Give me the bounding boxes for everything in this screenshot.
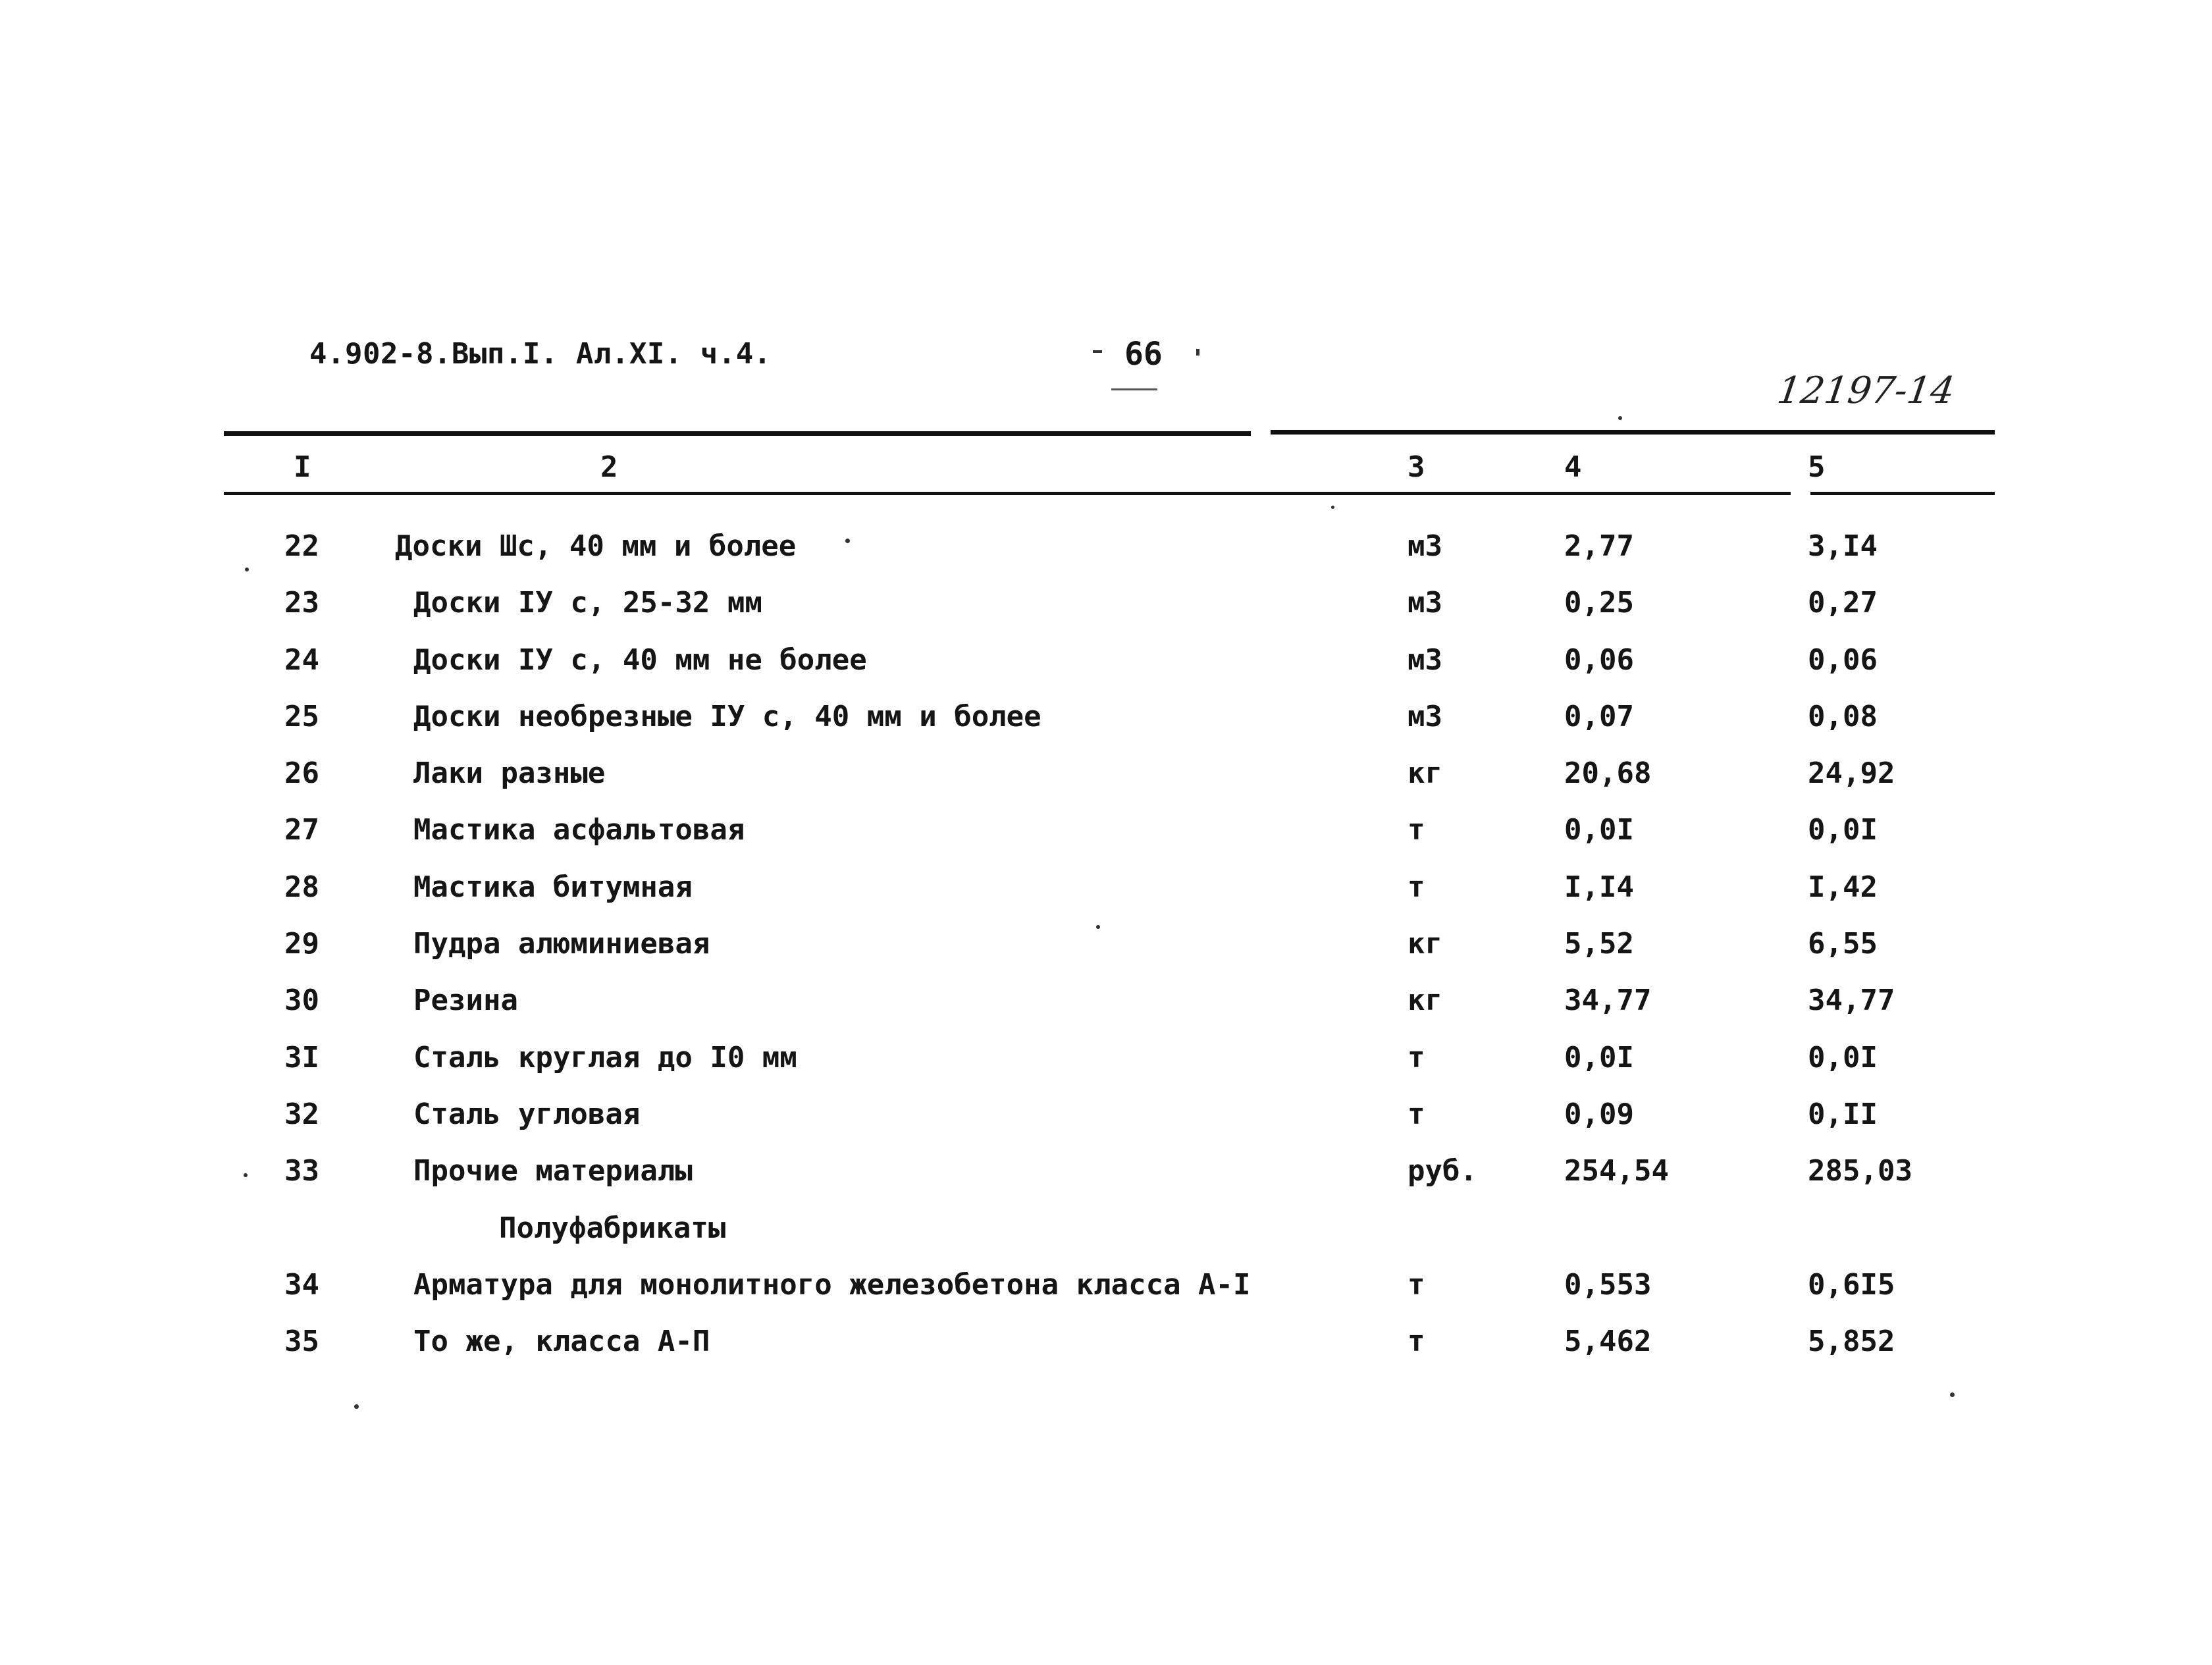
table-row: [0, 1097, 2212, 1157]
handwritten-code: 12197-14: [1774, 369, 1957, 412]
row-number: 28: [284, 870, 319, 904]
table-row: [0, 1327, 2212, 1384]
value-col-5: 0,0I: [1808, 1040, 1878, 1074]
unit: т: [1408, 870, 1425, 904]
section-heading-row: [0, 1211, 2212, 1271]
page-number-right-mark: [1196, 349, 1199, 356]
value-col-4: 5,52: [1564, 927, 1634, 961]
table-row: [0, 643, 2212, 702]
scan-speck: [354, 1404, 359, 1409]
material-name: Резина: [413, 984, 518, 1018]
page-number: 66: [1124, 336, 1163, 373]
unit: т: [1408, 1267, 1425, 1302]
scan-speck: [845, 539, 850, 543]
value-col-4: 20,68: [1564, 756, 1652, 791]
row-number: 29: [284, 927, 319, 961]
value-col-5: 0,27: [1808, 586, 1878, 620]
value-col-5: 6,55: [1808, 927, 1878, 961]
row-number: 23: [284, 586, 319, 620]
row-number: 30: [284, 984, 319, 1018]
value-col-4: 2,77: [1564, 529, 1634, 563]
value-col-4: 254,54: [1564, 1154, 1669, 1188]
material-name: Мастика асфальтовая: [413, 813, 745, 847]
table-row: [0, 1154, 2212, 1213]
table-row: [0, 813, 2212, 872]
row-number: 32: [284, 1097, 319, 1131]
scan-speck: [244, 1173, 248, 1177]
material-name: Пудра алюминиевая: [413, 927, 710, 961]
value-col-5: 0,06: [1808, 643, 1878, 677]
column-header-3: 3: [1408, 450, 1425, 484]
value-col-5: 0,6I5: [1808, 1267, 1895, 1302]
row-number: 33: [284, 1154, 319, 1188]
value-col-4: 0,06: [1564, 643, 1634, 677]
scan-speck: [1331, 506, 1334, 509]
value-col-5: 285,03: [1808, 1154, 1912, 1188]
scan-speck: [1096, 925, 1100, 929]
table-row: [0, 870, 2212, 930]
material-name: Сталь круглая до I0 мм: [413, 1040, 797, 1074]
value-col-4: 0,25: [1564, 586, 1634, 620]
unit: м3: [1408, 586, 1442, 620]
page-number-left-mark: [1093, 350, 1102, 353]
value-col-5: I,42: [1808, 870, 1878, 904]
page-number-underline: [1111, 388, 1157, 390]
material-name: Доски IУ с, 25-32 мм: [413, 586, 762, 620]
value-col-4: I,I4: [1564, 870, 1634, 904]
row-number: 24: [284, 643, 319, 677]
unit: м3: [1408, 699, 1442, 733]
material-name: Доски IУ с, 40 мм не более: [413, 643, 867, 677]
table-row: [0, 586, 2212, 645]
column-header-2: 2: [600, 450, 618, 484]
value-col-4: 34,77: [1564, 984, 1652, 1018]
value-col-5: 0,II: [1808, 1097, 1878, 1131]
unit: кг: [1408, 756, 1442, 791]
material-name: Сталь угловая: [413, 1097, 641, 1131]
row-number: 22: [284, 529, 319, 563]
value-col-5: 24,92: [1808, 756, 1895, 791]
materials-table-body: [0, 529, 2212, 1384]
table-row: [0, 529, 2212, 589]
header-bottom-rule-right: [1810, 492, 1995, 495]
unit: т: [1408, 1097, 1425, 1131]
row-number: 34: [284, 1267, 319, 1302]
row-number: 35: [284, 1325, 319, 1359]
table-row: [0, 1267, 2212, 1327]
value-col-5: 5,852: [1808, 1325, 1895, 1359]
scan-speck: [245, 568, 249, 571]
value-col-4: 0,0I: [1564, 1040, 1634, 1074]
table-row: [0, 927, 2212, 986]
table-row: [0, 756, 2212, 816]
material-name: То же, класса А-П: [413, 1325, 710, 1359]
row-number: 25: [284, 699, 319, 733]
value-col-5: 34,77: [1808, 984, 1895, 1018]
material-name: Арматура для монолитного железобетона класса А-I: [413, 1267, 1251, 1302]
value-col-4: 0,553: [1564, 1267, 1652, 1302]
material-name: Прочие материалы: [413, 1154, 693, 1188]
row-number: 26: [284, 756, 319, 791]
table-top-rule-right: [1271, 430, 1995, 435]
column-header-1: I: [294, 450, 311, 484]
column-header-5: 5: [1808, 450, 1826, 484]
material-name: Доски Шс, 40 мм и более: [395, 529, 797, 563]
table-row: [0, 1040, 2212, 1100]
unit: т: [1408, 1040, 1425, 1074]
material-name: Доски необрезные IУ с, 40 мм и более: [413, 699, 1041, 733]
value-col-5: 3,I4: [1808, 529, 1878, 563]
value-col-4: 0,09: [1564, 1097, 1634, 1131]
table-row: [0, 699, 2212, 759]
value-col-4: 0,0I: [1564, 813, 1634, 847]
table-top-rule-left: [224, 431, 1251, 436]
section-heading: Полуфабрикаты: [499, 1211, 726, 1245]
scan-speck: [1950, 1392, 1955, 1397]
value-col-4: 0,07: [1564, 699, 1634, 733]
row-number: 3I: [284, 1040, 319, 1074]
unit: руб.: [1408, 1154, 1477, 1188]
unit: т: [1408, 813, 1425, 847]
unit: м3: [1408, 529, 1442, 563]
material-name: Мастика битумная: [413, 870, 693, 904]
value-col-5: 0,08: [1808, 699, 1878, 733]
value-col-4: 5,462: [1564, 1325, 1652, 1359]
scan-speck: [1618, 416, 1622, 420]
column-header-4: 4: [1564, 450, 1582, 484]
unit: кг: [1408, 984, 1442, 1018]
unit: т: [1408, 1325, 1425, 1359]
value-col-5: 0,0I: [1808, 813, 1878, 847]
table-row: [0, 986, 2212, 1043]
header-bottom-rule-left: [224, 492, 1791, 495]
unit: кг: [1408, 927, 1442, 961]
unit: м3: [1408, 643, 1442, 677]
material-name: Лаки разные: [413, 756, 606, 791]
row-number: 27: [284, 813, 319, 847]
document-reference: 4.902-8.Вып.I. Ал.XI. ч.4.: [309, 337, 772, 371]
